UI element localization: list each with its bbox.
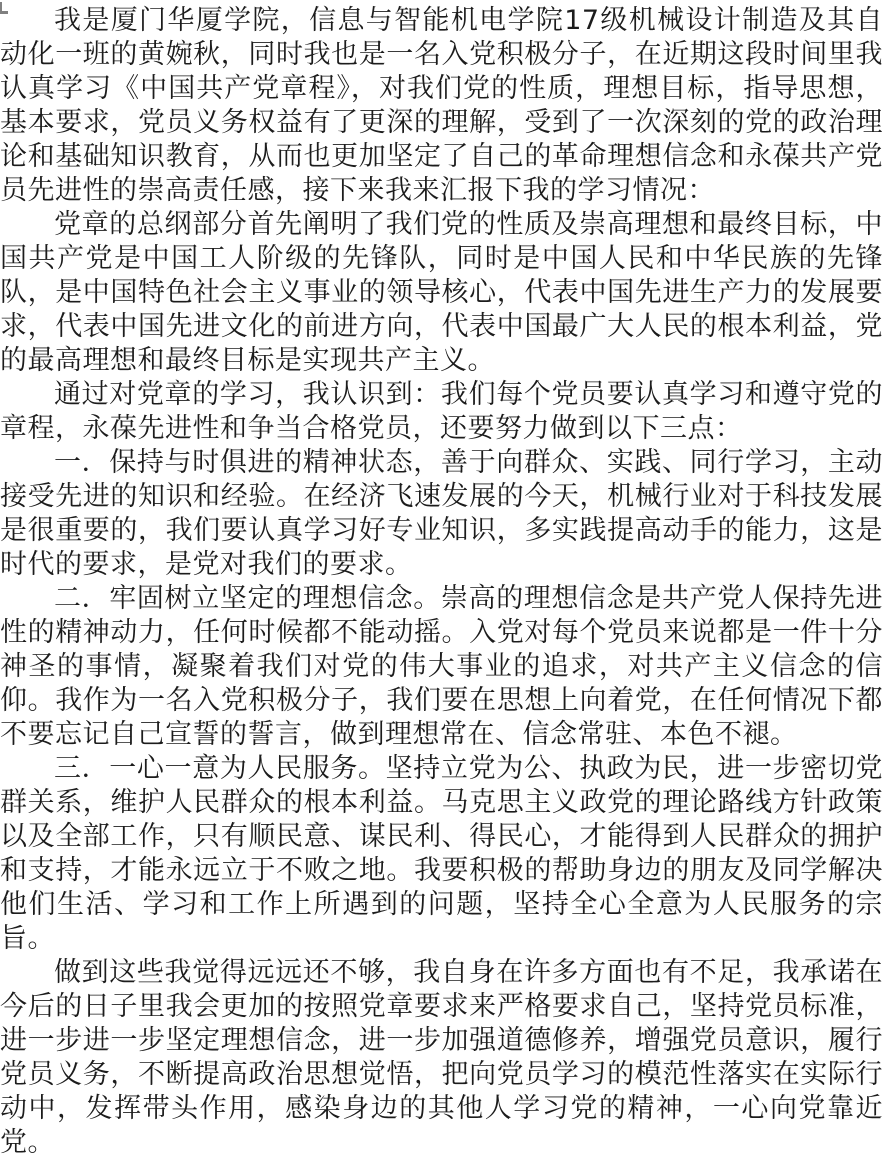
paragraph-party-nature: 党章的总纲部分首先阐明了我们党的性质及崇高理想和最终目标，中国共产党是中国工人阶级的先锋队，同时是中国人民和中华民族的先锋队，是中国特色社会主义事业的领导核心，代表中国先进生产力的发展要求，代表中国先进文化的前进方向，代表中国最广大人民的根本利益，党的最高理想和最终目标是实现共产主义。 xyxy=(0,209,883,376)
paragraph-conclusion: 做到这些我觉得远远还不够，我自身在许多方面也有不足，我承诺在今后的日子里我会更加的按照党章要求来严格要求自己，坚持党员标准，进一步进一步坚定理想信念，进一步加强道德修养，增强党员意识，履行党员义务，不断提高政治思想觉悟，把向党员学习的模范性落实在实际行动中，发挥带头作用，感染身边的其他人学习党的精神，一心向党靠近党。 xyxy=(0,957,883,1158)
paragraph-point-three: 三．一心一意为人民服务。坚持立党为公、执政为民，进一步密切党群关系，维护人民群众的根本利益。马克思主义政党的理论路线方针政策以及全部工作，只有顺民意、谋民利、得民心，才能得到人民群众的拥护和支持，才能永远立于不败之地。我要积极的帮助身边的朋友及同学解决他们生活、学习和工作上所遇到的问题，坚持全心全意为人民服务的宗旨。 xyxy=(0,753,883,954)
paragraph-point-one: 一．保持与时俱进的精神状态，善于向群众、实践、同行学习，主动接受先进的知识和经验。在经济飞速发展的今天，机械行业对于科技发展是很重要的，我们要认真学习好专业知识，多实践提高动手的能力，这是时代的要求，是党对我们的要求。 xyxy=(0,447,883,580)
paragraph-intro: 我是厦门华厦学院，信息与智能机电学院17级机械设计制造及其自动化一班的黄婉秋，同时我也是一名入党积极分子，在近期这段时间里我认真学习《中国共产党章程》，对我们党的性质，理想目标，指导思想，基本要求，党员义务权益有了更深的理解，受到了一次深刻的党的政治理论和基础知识教育，从而也更加坚定了自己的革命理想信念和永葆共产党员先进性的崇高责任感，接下来我来汇报下我的学习情况： xyxy=(0,5,883,206)
paragraph-study-summary: 通过对党章的学习，我认识到：我们每个党员要认真学习和遵守党的章程，永葆先进性和争当合格党员，还要努力做到以下三点： xyxy=(0,379,883,444)
paragraph-point-two: 二．牢固树立坚定的理想信念。崇高的理想信念是共产党人保持先进性的精神动力，任何时候都不能动摇。入党对每个党员来说都是一件十分神圣的事情，凝聚着我们对党的伟大事业的追求，对共产主义信念的信仰。我作为一名入党积极分子，我们要在思想上向着党，在任何情况下都不要忘记自己宣誓的誓言，做到理想常在、信念常驻、本色不褪。 xyxy=(0,583,883,750)
document-body xyxy=(0,4,883,1160)
